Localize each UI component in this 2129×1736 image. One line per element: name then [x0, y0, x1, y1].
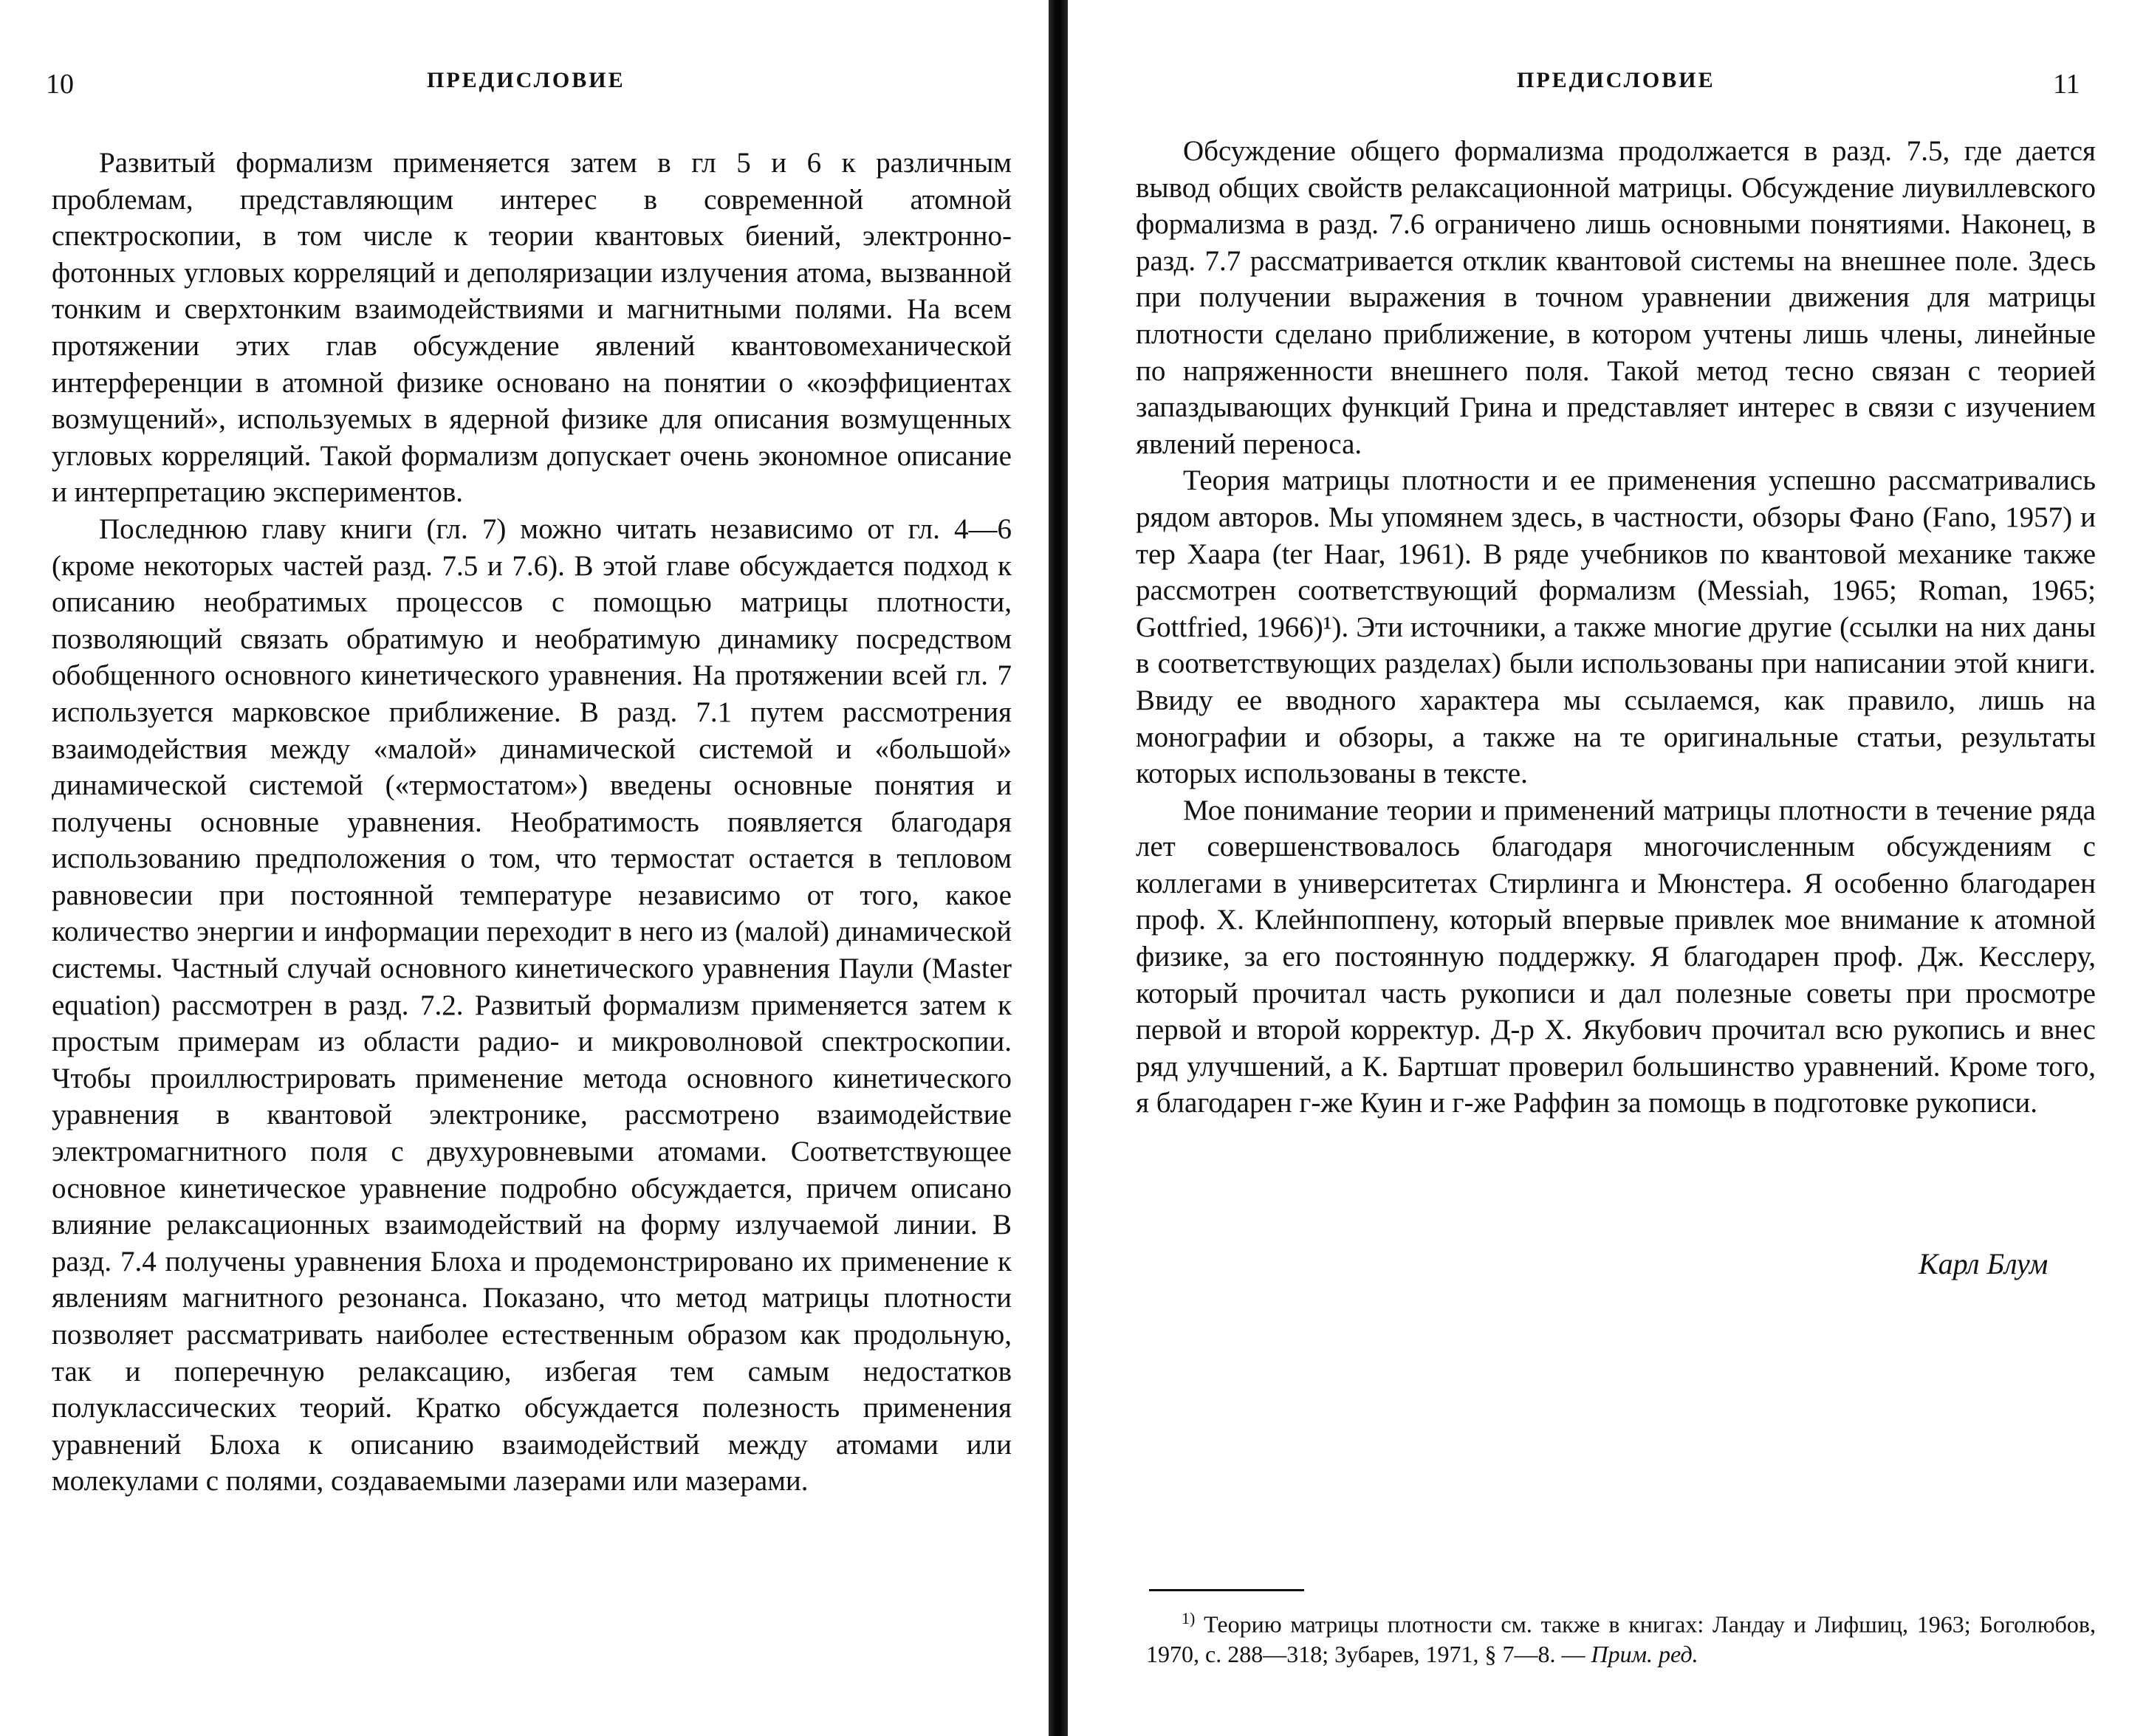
footnote-text: Теорию матрицы плотности см. также в книгах: Ландау и Лифшиц, 1963; Боголюбов, 1970, с. 288—318; Зубарев, 1971, § 7—8. — — [1146, 1610, 2096, 1667]
left-paragraph-2: Последнюю главу книги (гл. 7) можно читать независимо от гл. 4—6 (кроме некоторых частей разд. 7.5 и 7.6). В этой главе обсуждается подход к описанию необратимых процессов с помощью матрицы плотности, позволяющий связать обратимую и необратимую динамику посредством обобщенного основного кинетического уравнения. На протяжении всей гл. 7 используется марковское приближение. В разд. 7.1 путем рассмотрения взаимодействия между «малой» динамической системой и «большой» динамической системой («термостатом») введены основные понятия и получены основные уравнения. Необратимость появляется благодаря использованию предположения о том, что термостат остается в тепловом равновесии при постоянной температуре независимо от того, какое количество энергии и информации переходит в него из (малой) динамической системы. Частный случай основного кинетического уравнения Паули (Master equation) рассмотрен в разд. 7.2. Развитый формализм применяется затем к простым примерам из области радио- и микроволновой спектроскопии. Чтобы проиллюстрировать применение метода основного кинетического уравнения в квантовой электронике, рассмотрено взаимодействие электромагнитного поля с двухуровневыми атомами. Соответствующее основное кинетическое уравнение подробно обсуждается, причем описано влияние релаксационных взаимодействий на форму излучаемой линии. В разд. 7.4 получены уравнения Блоха и продемонстрировано их применение к явлениям магнитного резонанса. Показано, что метод матрицы плотности позволяет рассматривать наиболее естественным образом как продольную, так и поперечную релаксацию, избегая тем самым недостатков полуклассических теорий. Кратко обсуждается полезность применения уравнений Блоха к описанию взаимодействий между атомами или молекулами с полями, создаваемыми лазерами или мазерами. — [52, 512, 1012, 1497]
author-signature: Карл Блум — [1919, 1247, 2049, 1280]
footnote-rule — [1149, 1589, 1304, 1591]
right-paragraph-3: Мое понимание теории и применений матрицы плотности в течение ряда лет совершенствовалось благодаря многочисленным обсуждениям с коллегами в университетах Стирлинга и Мюнстера. Я особенно благодарен проф. Х. Клейнпоппену, который впервые привлек мое внимание к атомной физике, за его постоянную поддержку. Я благодарен проф. Дж. Кесслеру, который прочитал часть рукописи и дал полезные советы при просмотре первой и второй корректур. Д-р Х. Якубович прочитал всю рукопись и внес ряд улучшений, а К. Бартшат проверил большинство уравнений. Кроме того, я благодарен г-же Куин и г-же Раффин за помощь в подготовке рукописи. — [1136, 794, 2096, 1119]
right-body-text — [1136, 133, 2096, 1122]
book-spine-gutter — [1049, 0, 1068, 1736]
page-number-left: 10 — [46, 69, 74, 100]
footnote — [1146, 1604, 2096, 1669]
editor-note: Прим. ред. — [1591, 1640, 1698, 1667]
running-head-left: ПРЕДИСЛОВИЕ — [427, 68, 625, 92]
page-number-right: 11 — [2053, 69, 2080, 100]
right-paragraph-1: Обсуждение общего формализма продолжается в разд. 7.5, где дается вывод общих свойств релаксационной матрицы. Обсуждение лиувиллевского формализма в разд. 7.6 ограничено лишь основными понятиями. Наконец, в разд. 7.7 рассматривается отклик квантовой системы на внешнее поле. Здесь при получении выражения в точном уравнении движения для матрицы плотности сделано приближение, в котором учтены лишь члены, линейные по напряженности внешнего поля. Такой метод тесно связан с теорией запаздывающих функций Грина и представляет интерес в связи с изучением явлений переноса. — [1136, 135, 2096, 460]
left-page — [0, 0, 1063, 1736]
right-page — [1080, 0, 2129, 1736]
footnote-marker: 1) — [1182, 1609, 1196, 1627]
left-body-text — [52, 145, 1012, 1500]
left-paragraph-1: Развитый формализм применяется затем в гл 5 и 6 к различным проблемам, представляющим интерес в современной атомной спектроскопии, в том числе к теории квантовых биений, электронно-фотонных угловых корреляций и деполяризации излучения атома, вызванной тонким и сверхтонким взаимодействиями и магнитными полями. На всем протяжении этих глав обсуждение явлений квантовомеханической интерференции в атомной физике основано на понятии о «коэффициентах возмущений», используемых в ядерной физике для описания возмущенных угловых корреляций. Такой формализм допускает очень экономное описание и интерпретацию экспериментов. — [52, 147, 1012, 509]
right-paragraph-2: Теория матрицы плотности и ее применения успешно рассматривались рядом авторов. Мы упомянем здесь, в частности, обзоры Фано (Fano, 1957) и тер Хаара (ter Haar, 1961). В ряде учебников по квантовой механике также рассмотрен соответствующий формализм (Messiah, 1965; Roman, 1965; Gottfried, 1966)¹). Эти источники, а также многие другие (ссылки на них даны в соответствующих разделах) были использованы при написании этой книги. Ввиду ее вводного характера мы ссылаемся, как правило, лишь на монографии и обзоры, а также на те оригинальные статьи, результаты которых использованы в тексте. — [1136, 464, 2096, 790]
running-head-right: ПРЕДИСЛОВИЕ — [1517, 68, 1715, 92]
